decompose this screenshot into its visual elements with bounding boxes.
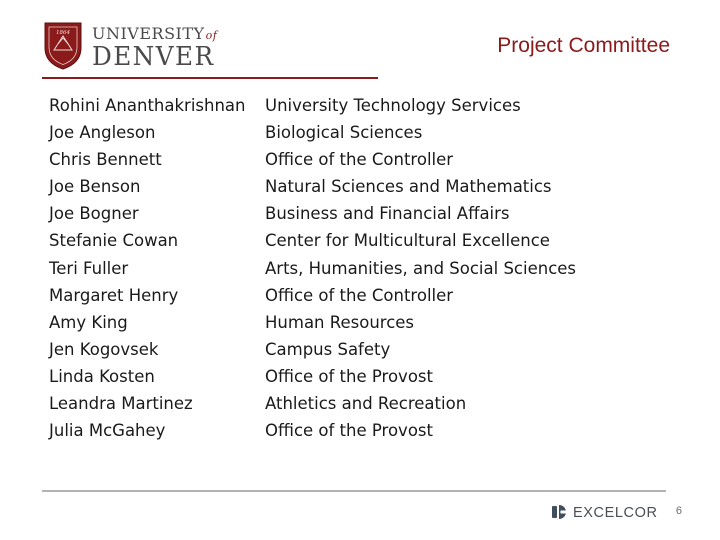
- member-name: Rohini Ananthakrishnan: [49, 96, 246, 115]
- member-name: Teri Fuller: [49, 258, 129, 278]
- logo-university-line: [92, 24, 217, 43]
- university-seal-icon: [42, 20, 84, 70]
- member-department: Office of the Provost: [265, 366, 433, 386]
- logo-denver-text: DENVER: [92, 42, 215, 72]
- member-name: Chris Bennett: [49, 150, 162, 170]
- member-department: Athletics and Recreation: [265, 394, 467, 414]
- university-logo: [42, 20, 218, 72]
- member-name: Jen Kogovsek: [49, 339, 159, 359]
- member-name: Joe Bogner: [49, 204, 139, 224]
- member-name: Amy King: [49, 312, 128, 332]
- excelcor-brand-text: EXCELCOR: [573, 505, 658, 521]
- member-name: Margaret Henry: [49, 285, 179, 305]
- member-department: Center for Multicultural Excellence: [265, 231, 550, 251]
- page-number: 6: [675, 505, 682, 517]
- seal-year: 1864: [56, 30, 70, 36]
- member-department: Business and Financial Affairs: [265, 204, 510, 224]
- member-name: Joe Angleson: [49, 123, 156, 143]
- member-department: Arts, Humanities, and Social Sciences: [265, 258, 577, 278]
- excelcor-logo-icon: [551, 503, 569, 521]
- page-title: Project Committee: [497, 34, 670, 57]
- member-department: Campus Safety: [265, 339, 391, 359]
- header-divider: [42, 77, 378, 79]
- logo-of-text: of: [205, 29, 218, 42]
- member-department: Natural Sciences and Mathematics: [265, 177, 552, 197]
- member-department: Office of the Provost: [265, 421, 433, 441]
- member-department: Office of the Controller: [265, 150, 454, 170]
- member-name: Stefanie Cowan: [49, 231, 179, 251]
- member-name: Leandra Martinez: [49, 394, 193, 414]
- member-department: Biological Sciences: [265, 123, 423, 143]
- logo-university-text: UNIVERSITY: [92, 24, 205, 43]
- member-department: University Technology Services: [265, 96, 521, 115]
- footer-divider: [42, 490, 666, 492]
- member-name: Joe Benson: [49, 177, 141, 197]
- member-name: Julia McGahey: [49, 421, 166, 441]
- member-name: Linda Kosten: [49, 366, 155, 386]
- member-department: Office of the Controller: [265, 285, 454, 305]
- member-department: Human Resources: [265, 312, 415, 332]
